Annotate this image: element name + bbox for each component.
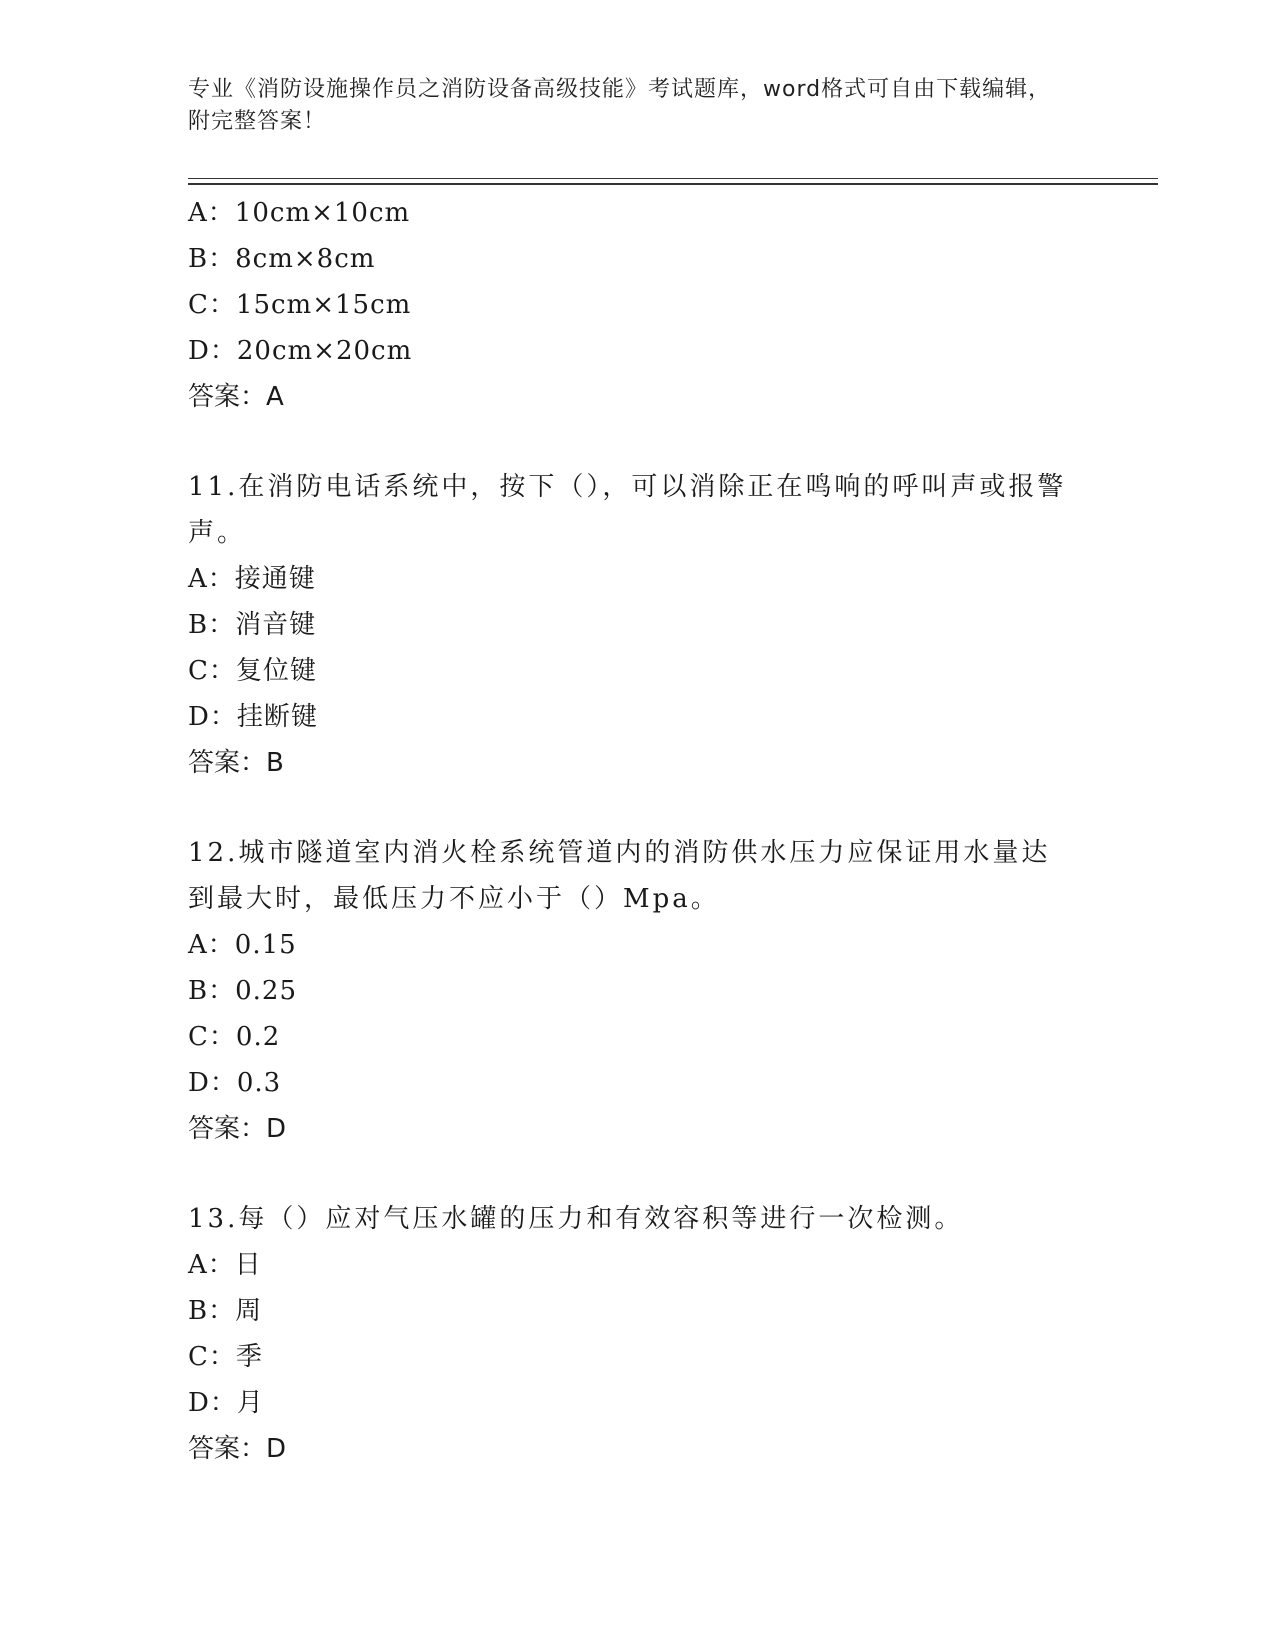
question-text: 11.在消防电话系统中，按下（），可以消除正在鸣响的呼叫声或报警声。 — [188, 472, 1067, 548]
option-text: 日 — [234, 1250, 262, 1280]
option-d — [188, 328, 1088, 374]
option-text: 8cm×8cm — [235, 244, 376, 274]
option-label: B： — [188, 610, 236, 640]
option-text: 0.3 — [236, 1068, 282, 1098]
option-text: 周 — [235, 1296, 263, 1326]
option-d — [188, 1060, 1088, 1106]
option-label: C： — [188, 656, 236, 686]
option-label: B： — [188, 976, 236, 1006]
question-content — [188, 190, 1088, 1472]
answer-line: 答案：D — [188, 1114, 287, 1144]
option-text: 10cm×10cm — [234, 198, 411, 228]
option-label: A： — [188, 564, 235, 594]
option-c — [188, 648, 1088, 694]
option-text: 月 — [236, 1388, 264, 1418]
header-rule-thin — [188, 178, 1158, 179]
option-d — [188, 1380, 1088, 1426]
option-label: D： — [188, 1388, 237, 1418]
option-label: D： — [188, 702, 237, 732]
option-b — [188, 602, 1088, 648]
document-header: 专业《消防设施操作员之消防设备高级技能》考试题库，word格式可自由下载编辑，附完整答案！ — [188, 77, 1052, 134]
option-c — [188, 282, 1088, 328]
question-block — [188, 1196, 1088, 1472]
header-rule-thick — [188, 183, 1158, 185]
option-b — [188, 1288, 1088, 1334]
option-c — [188, 1334, 1088, 1380]
option-a — [188, 922, 1088, 968]
option-text: 20cm×20cm — [236, 336, 413, 366]
option-a — [188, 556, 1088, 602]
option-label: C： — [188, 1022, 236, 1052]
option-label: A： — [188, 198, 235, 228]
option-label: C： — [188, 1342, 236, 1372]
prev-question-block — [188, 190, 1088, 420]
option-text: 挂断键 — [236, 702, 318, 732]
option-label: B： — [188, 244, 236, 274]
option-text: 0.15 — [234, 930, 297, 960]
option-a — [188, 190, 1088, 236]
option-label: D： — [188, 1068, 237, 1098]
option-b — [188, 236, 1088, 282]
option-text: 季 — [235, 1342, 263, 1372]
option-label: A： — [188, 1250, 235, 1280]
question-block — [188, 830, 1088, 1152]
option-text: 0.25 — [235, 976, 297, 1006]
option-d — [188, 694, 1088, 740]
option-text: 消音键 — [235, 610, 317, 640]
option-b — [188, 968, 1088, 1014]
option-label: A： — [188, 930, 235, 960]
answer-line: 答案：A — [188, 382, 284, 412]
option-label: B： — [188, 1296, 236, 1326]
option-text: 15cm×15cm — [235, 290, 412, 320]
question-text: 13.每（）应对气压水罐的压力和有效容积等进行一次检测。 — [188, 1204, 964, 1234]
option-text: 接通键 — [234, 564, 316, 594]
option-c — [188, 1014, 1088, 1060]
answer-line: 答案：B — [188, 748, 284, 778]
option-label: C： — [188, 290, 236, 320]
option-text: 复位键 — [235, 656, 317, 686]
option-a — [188, 1242, 1088, 1288]
question-text: 12.城市隧道室内消火栓系统管道内的消防供水压力应保证用水量达到最大时，最低压力不应小于（）Mpa。 — [188, 838, 1051, 914]
option-text: 0.2 — [235, 1022, 281, 1052]
question-block — [188, 464, 1088, 786]
answer-line: 答案：D — [188, 1434, 287, 1464]
option-label: D： — [188, 336, 237, 366]
